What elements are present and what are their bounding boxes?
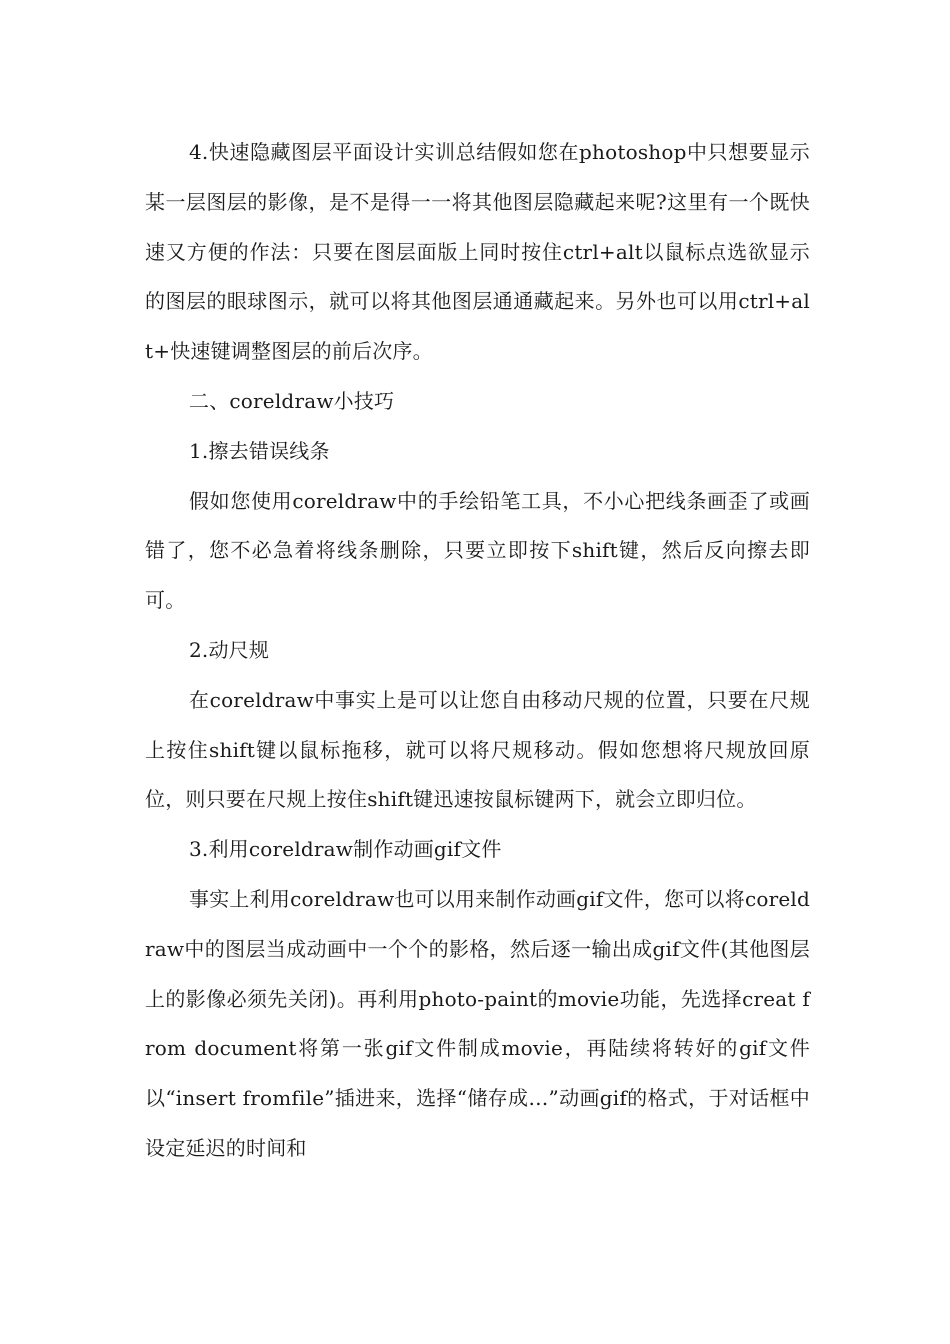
subheading-gif-animation: 3.利用coreldraw制作动画gif文件 <box>189 837 502 862</box>
paragraph-erase-lines: 假如您使用coreldraw中的手绘铅笔工具，不小心把线条画歪了或画错了，您不必急着将线条删除，只要立即按下shift键，然后反向擦去即可。 <box>145 488 810 613</box>
document-page <box>145 128 810 1174</box>
section-heading-coreldraw-tips: 二、coreldraw小技巧 <box>189 388 395 413</box>
paragraph-move-ruler: 在coreldraw中事实上是可以让您自由移动尺规的位置，只要在尺规上按住shift键以鼠标拖移，就可以将尺规移动。假如您想将尺规放回原位，则只要在尺规上按住shift键迅速按鼠标键两下，就会立即归位。 <box>145 687 810 812</box>
paragraph-hide-layers-tip: 4.快速隐藏图层平面设计实训总结假如您在photoshop中只想要显示某一层图层的影像，是不是得一一将其他图层隐藏起来呢?这里有一个既快速又方便的作法：只要在图层面版上同时按住ctrl+alt以鼠标点选欲显示的图层的眼球图示，就可以将其他图层通通藏起来。另外也可以用ctrl+alt+快速键调整图层的前后次序。 <box>145 140 810 364</box>
subheading-move-ruler: 2.动尺规 <box>189 637 270 662</box>
paragraph-gif-animation: 事实上利用coreldraw也可以用来制作动画gif文件，您可以将coreldraw中的图层当成动画中一个个的影格，然后逐一输出成gif文件(其他图层上的影像必须先关闭)。再利用photo-paint的movie功能，先选择creat from document将第一张gif文件制成movie，再陆续将转好的gif文件以“insert fromfile”插进来，选择“储存成…”动画gif的格式，于对话框中设定延迟的时间和 <box>145 886 810 1160</box>
subheading-erase-lines: 1.擦去错误线条 <box>189 438 330 463</box>
